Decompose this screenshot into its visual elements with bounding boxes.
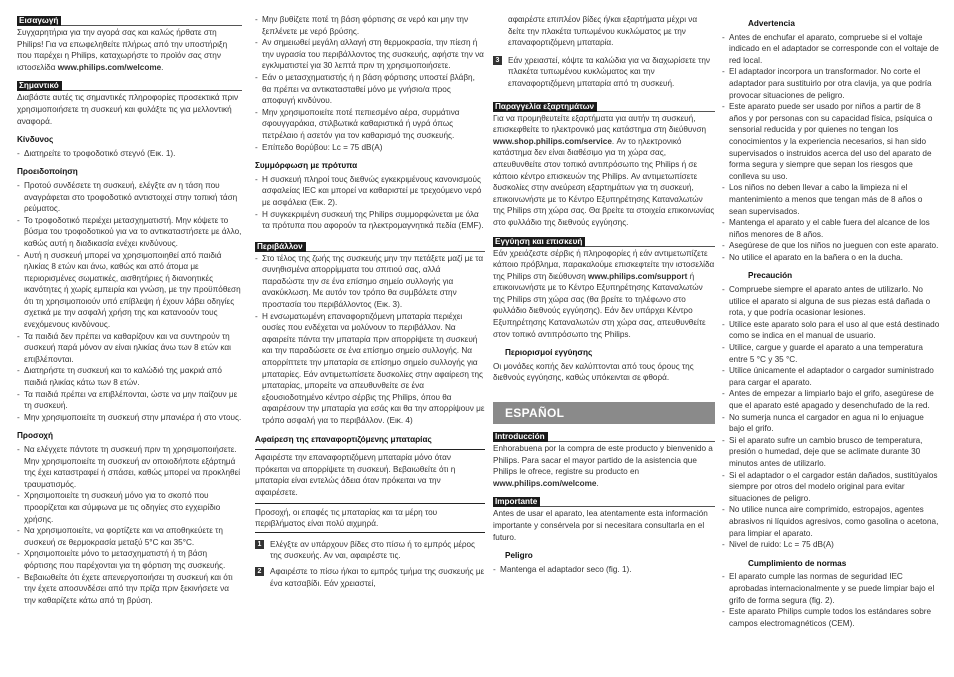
step-number: 1: [255, 540, 264, 549]
section-title: Παραγγελία εξαρτημάτων: [493, 102, 597, 112]
list-item: - Utilice únicamente el adaptador o cargador suministrado para cargar el aparato.: [722, 365, 940, 388]
list-item: - Μην χρησιμοποιείτε ποτέ πεπιεσμένο αέρα, συρμάτινα σφουγγαράκια, στιλβωτικά καθαριστικά ή υγρά όπως πετρέλαιο ή ασετόν για τον καθαρισμό της συσκευής.: [255, 107, 485, 142]
battery-warning-1: Αφαιρέστε την επαναφορτιζόμενη μπαταρία μόνο όταν πρόκειται να απορρίψετε τη συσκευή. Βεβαιωθείτε ότι η μπαταρία είναι εντελώς άδεια όταν πρόκειται να την αφαιρέσετε.: [255, 453, 456, 497]
section-title: Importante: [493, 497, 540, 507]
list-item: - Διατηρείτε το τροφοδοτικό στεγνό (Εικ. 1).: [17, 148, 242, 160]
list-item: - Μην χρησιμοποιείτε τη συσκευή στην μπανιέρα ή στο ντους.: [17, 412, 242, 424]
list-item: - Βεβαιωθείτε ότι έχετε απενεργοποιήσει τη συσκευή και ότι την έχετε αποσυνδέσει από την πρίζα πριν ξεκινήσετε να την καθαρίζετε κάτω από τη βρύση.: [17, 572, 242, 607]
compliance-title: Συμμόρφωση με πρότυπα: [255, 161, 358, 171]
es-warning-title: Advertencia: [748, 19, 795, 28]
list-item: - Επίπεδο θορύβου: Lc = 75 dB(A): [255, 142, 485, 154]
section-header-intro-gr: [17, 14, 242, 27]
list-item: - Μην βυθίζετε ποτέ τη βάση φόρτισης σε νερό και μην την ξεπλένετε με νερό βρύσης.: [255, 14, 485, 37]
step-text: Ελέγξτε αν υπάρχουν βίδες στο πίσω ή το εμπρός μέρος της συσκευής. Αν ναι, αφαιρέστε τις.: [270, 539, 475, 561]
list-item: - Asegúrese de que los niños no jueguen con este aparato.: [722, 240, 940, 252]
step-number: 2: [255, 567, 264, 576]
section-header-important-es: [493, 495, 715, 508]
warning-title: Προειδοποίηση: [17, 167, 78, 177]
list-item: - Compruebe siempre el aparato antes de utilizarlo. No utilice el aparato si alguna de sus piezas está dañada o rota, y que podría ocasionar lesiones.: [722, 284, 940, 319]
list-item: - Antes de empezar a limpiarlo bajo el grifo, asegúrese de que el aparato esté apagado y desenchufado de la red.: [722, 388, 940, 411]
step-1: [255, 539, 485, 562]
list-item: - Το τροφοδοτικό περιέχει μετασχηματιστή. Μην κόψετε το βύσμα του τροφοδοτικού για να το αντικαταστήσετε με άλλο, καθώς αυτή η διαδικασία ενέχει κινδύνους.: [17, 215, 242, 250]
step-text: Αφαιρέστε το πίσω ή/και το εμπρός τμήμα της συσκευής με ένα κατσαβίδι. Εάν χρειαστεί,: [270, 566, 485, 588]
list-item: - Να ελέγχετε πάντοτε τη συσκευή πριν τη χρησιμοποιήσετε. Μην χρησιμοποιείτε τη συσκευή αν οποιοδήποτε εξάρτημά της έχει καταστραφεί ή σπάσει, καθώς μπορεί να προκληθεί τραυματισμός.: [17, 444, 242, 490]
column-4: [722, 14, 940, 629]
es-warning-list: [722, 32, 940, 264]
caution-list: [17, 444, 242, 606]
section-header-guarantee-gr: [493, 235, 715, 248]
step-2: [255, 566, 485, 589]
list-item: - Mantenga el adaptador seco (fig. 1).: [493, 564, 715, 576]
section-title: Εισαγωγή: [17, 16, 61, 26]
step-3: [493, 55, 715, 90]
important-paragraph: Διαβάστε αυτές τις σημαντικές πληροφορίες προσεκτικά πριν χρησιμοποιήσετε τη συσκευή και φυλάξτε τις για μελλοντική αναφορά.: [17, 93, 239, 126]
environment-list: [255, 253, 485, 427]
section-title: Περιβάλλον: [255, 242, 306, 252]
column-2: [255, 14, 485, 595]
es-danger-list: [493, 564, 715, 576]
list-item: - El aparato cumple las normas de seguridad IEC aprobadas internacionalmente y se puede limpiar bajo el grifo de forma segura (fig. 2).: [722, 571, 940, 606]
list-item: - Στο τέλος της ζωής της συσκευής μην την πετάξετε μαζί με τα συνηθισμένα απορρίμματα του σπιτιού σας, αλλά παραδώστε την σε ένα επίσημο σημείο συλλογής για ανακύκλωση. Με αυτόν τον τρόπο θα συμβάλετε στην προστασία του περιβάλλοντος (Εικ. 3).: [255, 253, 485, 311]
list-item: - Η συγκεκριμένη συσκευή της Philips συμμορφώνεται με όλα τα πρότυπα που αφορούν τα ηλεκτρομαγνητικά πεδία (EMF).: [255, 209, 485, 232]
caution-title: Προσοχή: [17, 431, 53, 441]
list-item: - Si el adaptador o el cargador están dañados, sustitúyalos siempre por otros del modelo original para evitar situaciones de peligro.: [722, 470, 940, 505]
shop-link[interactable]: www.shop.philips.com/service: [493, 136, 612, 146]
list-item: - Nivel de ruido: Lc = 75 dB(A): [722, 539, 940, 551]
section-title: Σημαντικό: [17, 81, 62, 91]
list-item: - Este aparato puede ser usado por niños a partir de 8 años y por personas con su capacidad física, psíquica o sensorial reducida y por quienes no tengan los conocimientos y la experiencia necesarios, si han sido supervisados o instruidos acerca del uso del aparato de forma segura y siempre que sepan los riesgos que conlleva su uso.: [722, 101, 940, 182]
compliance-list: [255, 174, 485, 232]
list-item: - Η ενσωματωμένη επαναφορτιζόμενη μπαταρία περιέχει ουσίες που ενδέχεται να μολύνουν το περιβάλλον. Να αφαιρείτε πάντα την μπαταρία πριν απορρίψετε τη συσκευή και την παραδώσετε σε ένα επίσημο σημείο συλλογής. Να απορρίπτετε την μπαταρία σε επίσημο σημείο συλλογής για μπαταρίες. Εάν αντιμετωπίσετε δυσκολίες στην αφαίρεση της μπαταρίας, μπορείτε να απευθυνθείτε σε ένα εξουσιοδοτημένο κέντρο σέρβις της Philips, όπου θα αφαιρέσουν την μπαταρία για εσάς και θα την απορρίψουν με τρόπο ασφαλή για το περιβάλλον. (Εικ. 4): [255, 311, 485, 427]
list-item: - Να χρησιμοποιείτε, να φορτίζετε και να αποθηκεύετε τη συσκευή σε θερμοκρασία μεταξύ 5°C και 35°C.: [17, 525, 242, 548]
es-caution-title: Precaución: [748, 271, 793, 281]
list-item: - Αν σημειωθεί μεγάλη αλλαγή στη θερμοκρασία, την πίεση ή την υγρασία του περιβάλλοντος της συσκευής, αφήστε την να εγκλιματιστεί για 30 λεπτά πριν τη χρησιμοποιήσετε.: [255, 37, 485, 72]
es-compliance-title: Cumplimiento de normas: [748, 558, 847, 568]
list-item: - Αυτή η συσκευή μπορεί να χρησιμοποιηθεί από παιδιά ηλικίας 8 ετών και άνω, καθώς και από άτομα με περιορισμένες σωματικές, αισθητήριες ή διανοητικές ικανότητες ή χωρίς εμπειρία και γνώση, με την προϋπόθεση ότι τη χρησιμοποιούν υπό επίβλεψη ή έχουν λάβει οδηγίες σχετικά με την ασφαλή χρήση της και κατανοούν τους ενεχόμενους κινδύνους.: [17, 250, 242, 331]
es-important-paragraph: Antes de usar el aparato, lea atentamente esta información importante y consérvela por si necesitara consultarla en el futuro.: [493, 509, 708, 542]
list-item: - No utilice nunca aire comprimido, estropajos, agentes abrasivos ni líquidos agresivos, como gasolina o acetona, para limpiar el aparato.: [722, 504, 940, 539]
welcome-link[interactable]: www.philips.com/welcome: [57, 62, 162, 72]
support-link[interactable]: www.philips.com/support: [588, 271, 688, 281]
list-item: - Διατηρήστε τη συσκευή και το καλώδιό της μακριά από παιδιά ηλικίας κάτω των 8 ετών.: [17, 365, 242, 388]
list-item: - Utilice este aparato solo para el uso al que está destinado como se indica en el manual de usuario.: [722, 319, 940, 342]
list-item: - Si el aparato sufre un cambio brusco de temperatura, presión o humedad, deje que se aclimate durante 30 minutos antes de utilizarlo.: [722, 435, 940, 470]
intro-paragraph: Συγχαρητήρια για την αγορά σας και καλώς ήρθατε στη Philips! Για να επωφεληθείτε πλήρως από την υποστήριξη που παρέχει η Philips, καταχωρήστε το προϊόν σας στην ιστοσελίδα www.philips.com/welcome.: [17, 28, 228, 72]
battery-warning-box: [255, 449, 485, 533]
list-item: - Χρησιμοποιείτε μόνο το μετασχηματιστή ή τη βάση φόρτισης που παρέχονται για τη φόρτιση της συσκευής.: [17, 548, 242, 571]
step-number: 3: [493, 56, 502, 65]
es-compliance-list: [722, 571, 940, 629]
battery-warning-2: Προσοχή, οι επαφές τις μπαταρίας και τα μέρη του περιβλήματος είναι πολύ αιχμηρά.: [255, 503, 485, 530]
list-item: - No utilice el aparato en la bañera o en la ducha.: [722, 252, 940, 264]
section-header-environment-gr: [255, 240, 485, 253]
list-item: - Τα παιδιά δεν πρέπει να καθαρίζουν και να συντηρούν τη συσκευή παρά μόνον αν είναι ηλικίας άνω των 8 ετών και επιβλέπονται.: [17, 331, 242, 366]
column-1: [17, 14, 242, 606]
step-text: Εάν χρειαστεί, κόψτε τα καλώδια για να διαχωρίσετε την πλακέτα τυπωμένου κυκλώματος και την επαναφορτιζόμενη μπαταρία από τη συσκευή.: [508, 55, 710, 88]
list-item: - Este aparato Philips cumple todos los estándares sobre campos electromagnéticos (CEM).: [722, 606, 940, 629]
list-item: - Εάν ο μετασχηματιστής ή η βάση φόρτισης υποστεί βλάβη, θα πρέπει να αντικατασταθεί μόνο με γνήσιο/α προς αποφυγή κινδύνου.: [255, 72, 485, 107]
list-item: - Η συσκευή πληροί τους διεθνώς εγκεκριμένους κανονισμούς ασφαλείας IEC και μπορεί να καθαριστεί με τρεχούμενο νερό με ασφάλεια (Εικ. 2).: [255, 174, 485, 209]
list-item: - Τα παιδιά πρέπει να επιβλέπονται, ώστε να μην παίζουν με τη συσκευή.: [17, 389, 242, 412]
list-item: - Mantenga el aparato y el cable fuera del alcance de los niños menores de 8 años.: [722, 217, 940, 240]
es-welcome-link[interactable]: www.philips.com/welcome: [493, 478, 597, 488]
guarantee-paragraph: Εάν χρειάζεστε σέρβις ή πληροφορίες ή εάν αντιμετωπίζετε κάποιο πρόβλημα, παρακαλούμε επισκεφτείτε την ιστοσελίδα της Philips στη διεύθυνση www.philips.com/support ή επικοινωνήστε με το Κέντρο Εξυπηρέτησης Καταναλωτών της Philips στη χώρα σας (θα βρείτε το τηλέφωνο στο φυλλάδιο διεθνούς εγγύησης). Εάν δεν υπάρχει Κέντρο Εξυπηρέτησης Καταναλωτών στη χώρα σας, απευθυνθείτε στον τοπικό αντιπρόσωπο της Philips.: [493, 248, 715, 339]
section-header-intro-es: [493, 430, 715, 443]
list-item: - Προτού συνδέσετε τη συσκευή, ελέγξτε αν η τάση που αναγράφεται στο τροφοδοτικό αντιστοιχεί στην τοπική τάση ρεύματος.: [17, 180, 242, 215]
order-paragraph: Για να προμηθευτείτε εξαρτήματα για αυτήν τη συσκευή, επισκεφθείτε το ηλεκτρονικό μας κατάστημα στη διεύθυνση www.shop.philips.com/service. Αν το ηλεκτρονικό κατάστημα δεν είναι διαθέσιμο για τη χώρα σας, απευθυνθείτε στον τοπικό αντιπρόσωπο της Philips ή σε κάποιο κέντρο επισκευών της Philips. Αν αντιμετωπίσετε δυσκολίες στην ανεύρεση εξαρτημάτων για τη συσκευή, επικοινωνήστε με το Κέντρο Εξυπηρέτησης Καταναλωτών της Philips στη χώρα σας. Θα βρείτε τα στοιχεία επικοινωνίας στο φυλλάδιο της διεθνούς εγγύησης.: [493, 113, 715, 227]
section-title: Introducción: [493, 432, 548, 442]
danger-title: Κίνδυνος: [17, 135, 54, 145]
list-item: - Los niños no deben llevar a cabo la limpieza ni el mantenimiento a menos que tengan más de 8 años o sean supervisados.: [722, 182, 940, 217]
danger-list: [17, 148, 242, 160]
restrictions-title: Περιορισμοί εγγύησης: [505, 348, 593, 358]
battery-removal-title: Αφαίρεση της επαναφορτιζόμενης μπαταρίας: [255, 434, 432, 444]
list-item: - Χρησιμοποιείτε τη συσκευή μόνο για το σκοπό που προορίζεται και σύμφωνα με τις οδηγίες στο εγχειρίδιο χρήσης.: [17, 490, 242, 525]
list-item: - No sumerja nunca el cargador en agua ni lo enjuague bajo el grifo.: [722, 412, 940, 435]
es-danger-title: Peligro: [505, 551, 533, 561]
restrictions-paragraph: Οι μονάδες κοπής δεν καλύπτονται από τους όρους της διεθνούς εγγύησης, καθώς υπόκεινται σε φθορά.: [493, 361, 694, 383]
battery-steps: [255, 539, 485, 589]
section-header-important-gr: [17, 79, 242, 92]
section-header-order-gr: [493, 100, 715, 113]
language-band-spanish: ESPAÑOL: [493, 402, 715, 424]
list-item: - Antes de enchufar el aparato, compruebe si el voltaje indicado en el adaptador se corresponde con el voltaje de red local.: [722, 32, 940, 67]
es-intro-paragraph: Enhorabuena por la compra de este producto y bienvenido a Philips. Para sacar el mayor partido de la asistencia que Philips le ofrece, registre su producto en www.philips.com/welcome.: [493, 444, 713, 488]
list-item: - El adaptador incorpora un transformador. No corte el adaptador para sustituirlo por otra clavija, ya que podría provocar situaciones de peligro.: [722, 66, 940, 101]
warning-list: [17, 180, 242, 423]
es-caution-list: [722, 284, 940, 551]
list-item: - Utilice, cargue y guarde el aparato a una temperatura entre 5 °C y 35 °C.: [722, 342, 940, 365]
step-2-continued: αφαιρέστε επιπλέον βίδες ή/και εξαρτήματα μέχρι να δείτε την πλακέτα τυπωμένου κυκλώματος με την επαναφορτιζόμενη μπαταρία.: [508, 15, 698, 48]
caution-list-continued: [255, 14, 485, 153]
column-3: [493, 14, 715, 575]
section-title: Εγγύηση και επισκευή: [493, 237, 585, 247]
